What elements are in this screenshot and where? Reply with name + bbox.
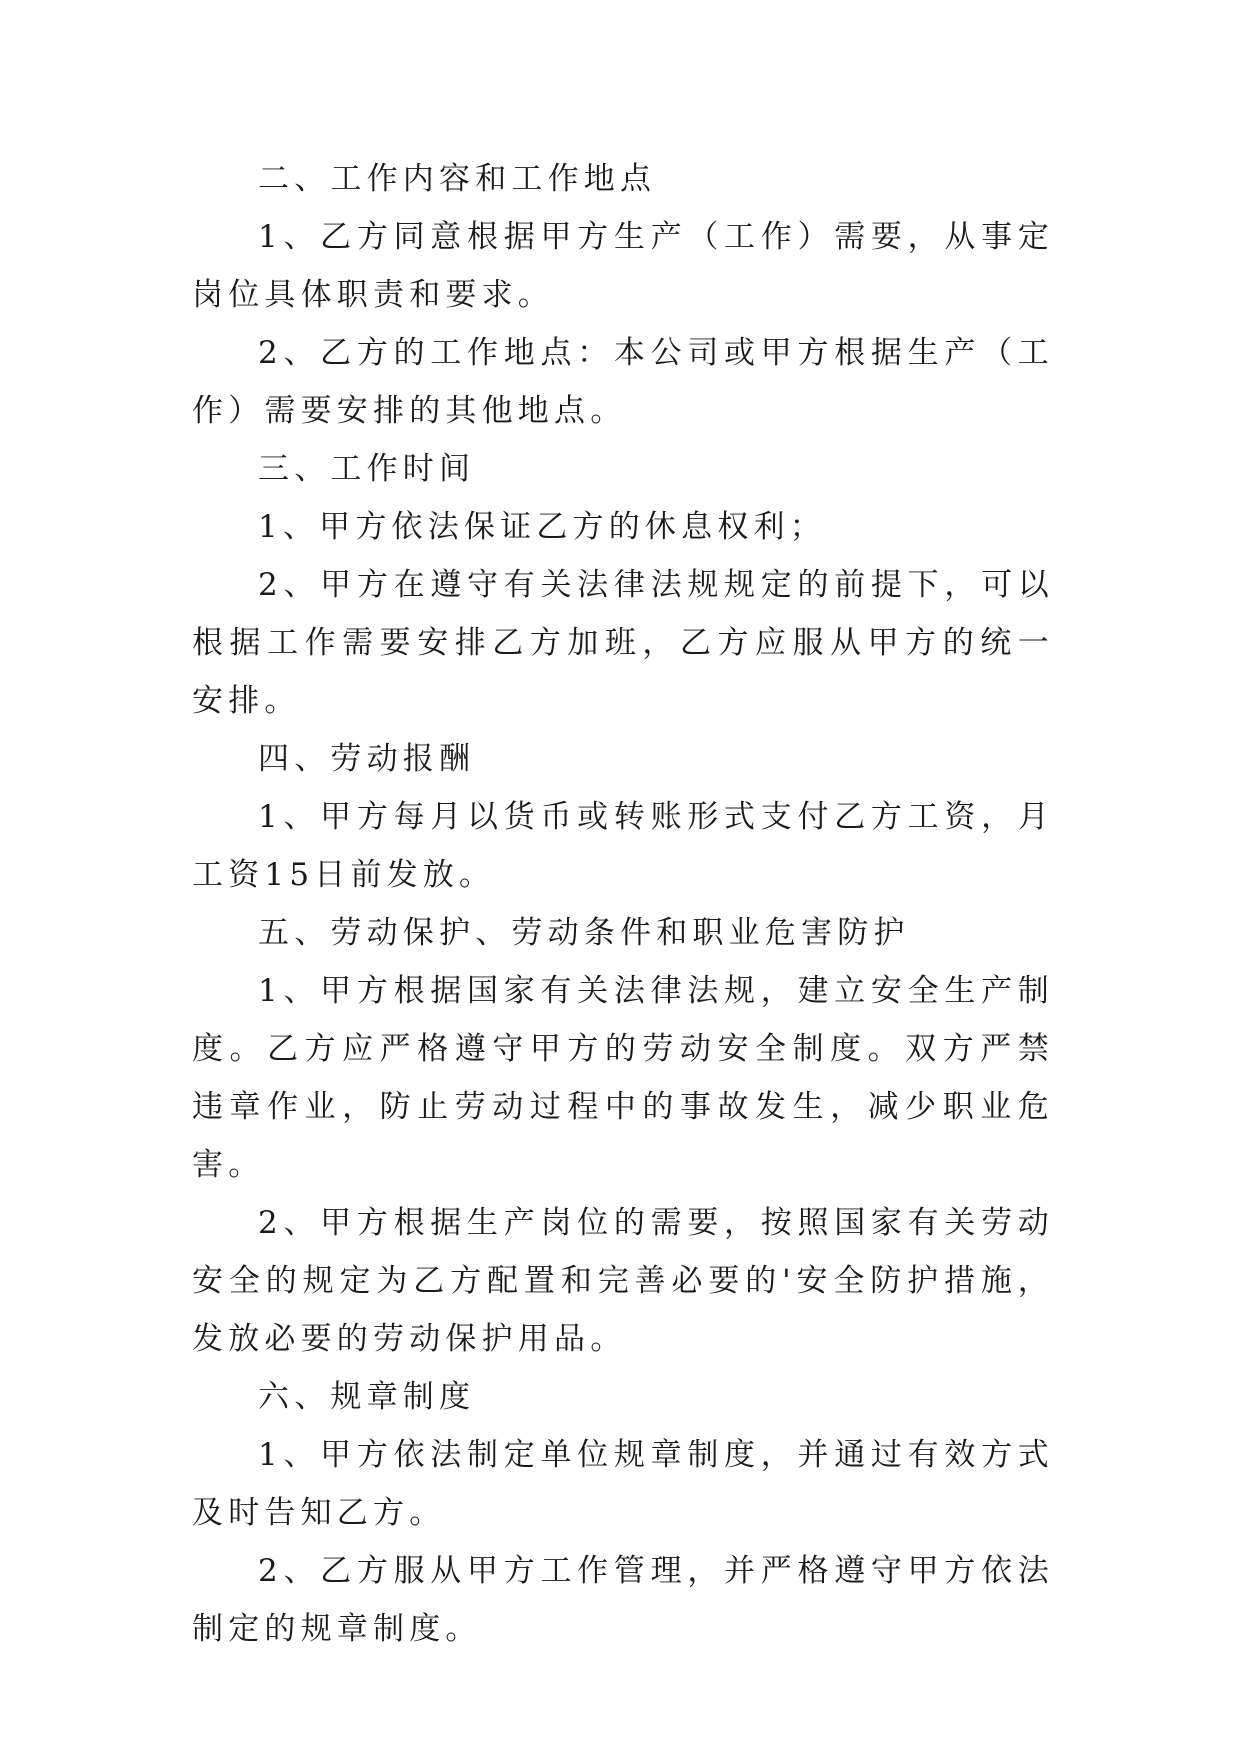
clause-labor-protection-2: 2、甲方根据生产岗位的需要，按照国家有关劳动安全的规定为乙方配置和完善必要的'安全防护措施，发放必要的劳动保护用品。 xyxy=(192,1205,1054,1357)
section-heading-labor-protection: 五、劳动保护、劳动条件和职业危害防护 xyxy=(258,915,910,951)
section-heading-remuneration: 四、劳动报酬 xyxy=(258,741,476,777)
clause-rules-2: 2、乙方服从甲方工作管理，并严格遵守甲方依法制定的规章制度。 xyxy=(192,1553,1054,1647)
clause-rules-1: 1、甲方依法制定单位规章制度，并通过有效方式及时告知乙方。 xyxy=(192,1437,1054,1531)
document-body xyxy=(192,150,1054,1658)
clause-work-content-1: 1、乙方同意根据甲方生产（工作）需要，从事定岗位具体职责和要求。 xyxy=(192,219,1054,313)
clause-work-content-2: 2、乙方的工作地点：本公司或甲方根据生产（工作）需要安排的其他地点。 xyxy=(192,335,1054,429)
clause-work-time-1: 1、甲方依法保证乙方的休息权利； xyxy=(258,509,826,545)
clause-labor-protection-1: 1、甲方根据国家有关法律法规，建立安全生产制度。乙方应严格遵守甲方的劳动安全制度。双方严禁违章作业，防止劳动过程中的事故发生，减少职业危害。 xyxy=(192,973,1054,1183)
section-heading-work-time: 三、工作时间 xyxy=(258,451,476,487)
section-heading-work-content: 二、工作内容和工作地点 xyxy=(258,161,657,197)
clause-work-time-2: 2、甲方在遵守有关法律法规规定的前提下，可以根据工作需要安排乙方加班，乙方应服从甲方的统一安排。 xyxy=(192,567,1054,719)
section-heading-rules: 六、规章制度 xyxy=(258,1379,476,1415)
clause-remuneration-1: 1、甲方每月以货币或转账形式支付乙方工资，月工资15日前发放。 xyxy=(192,799,1054,893)
